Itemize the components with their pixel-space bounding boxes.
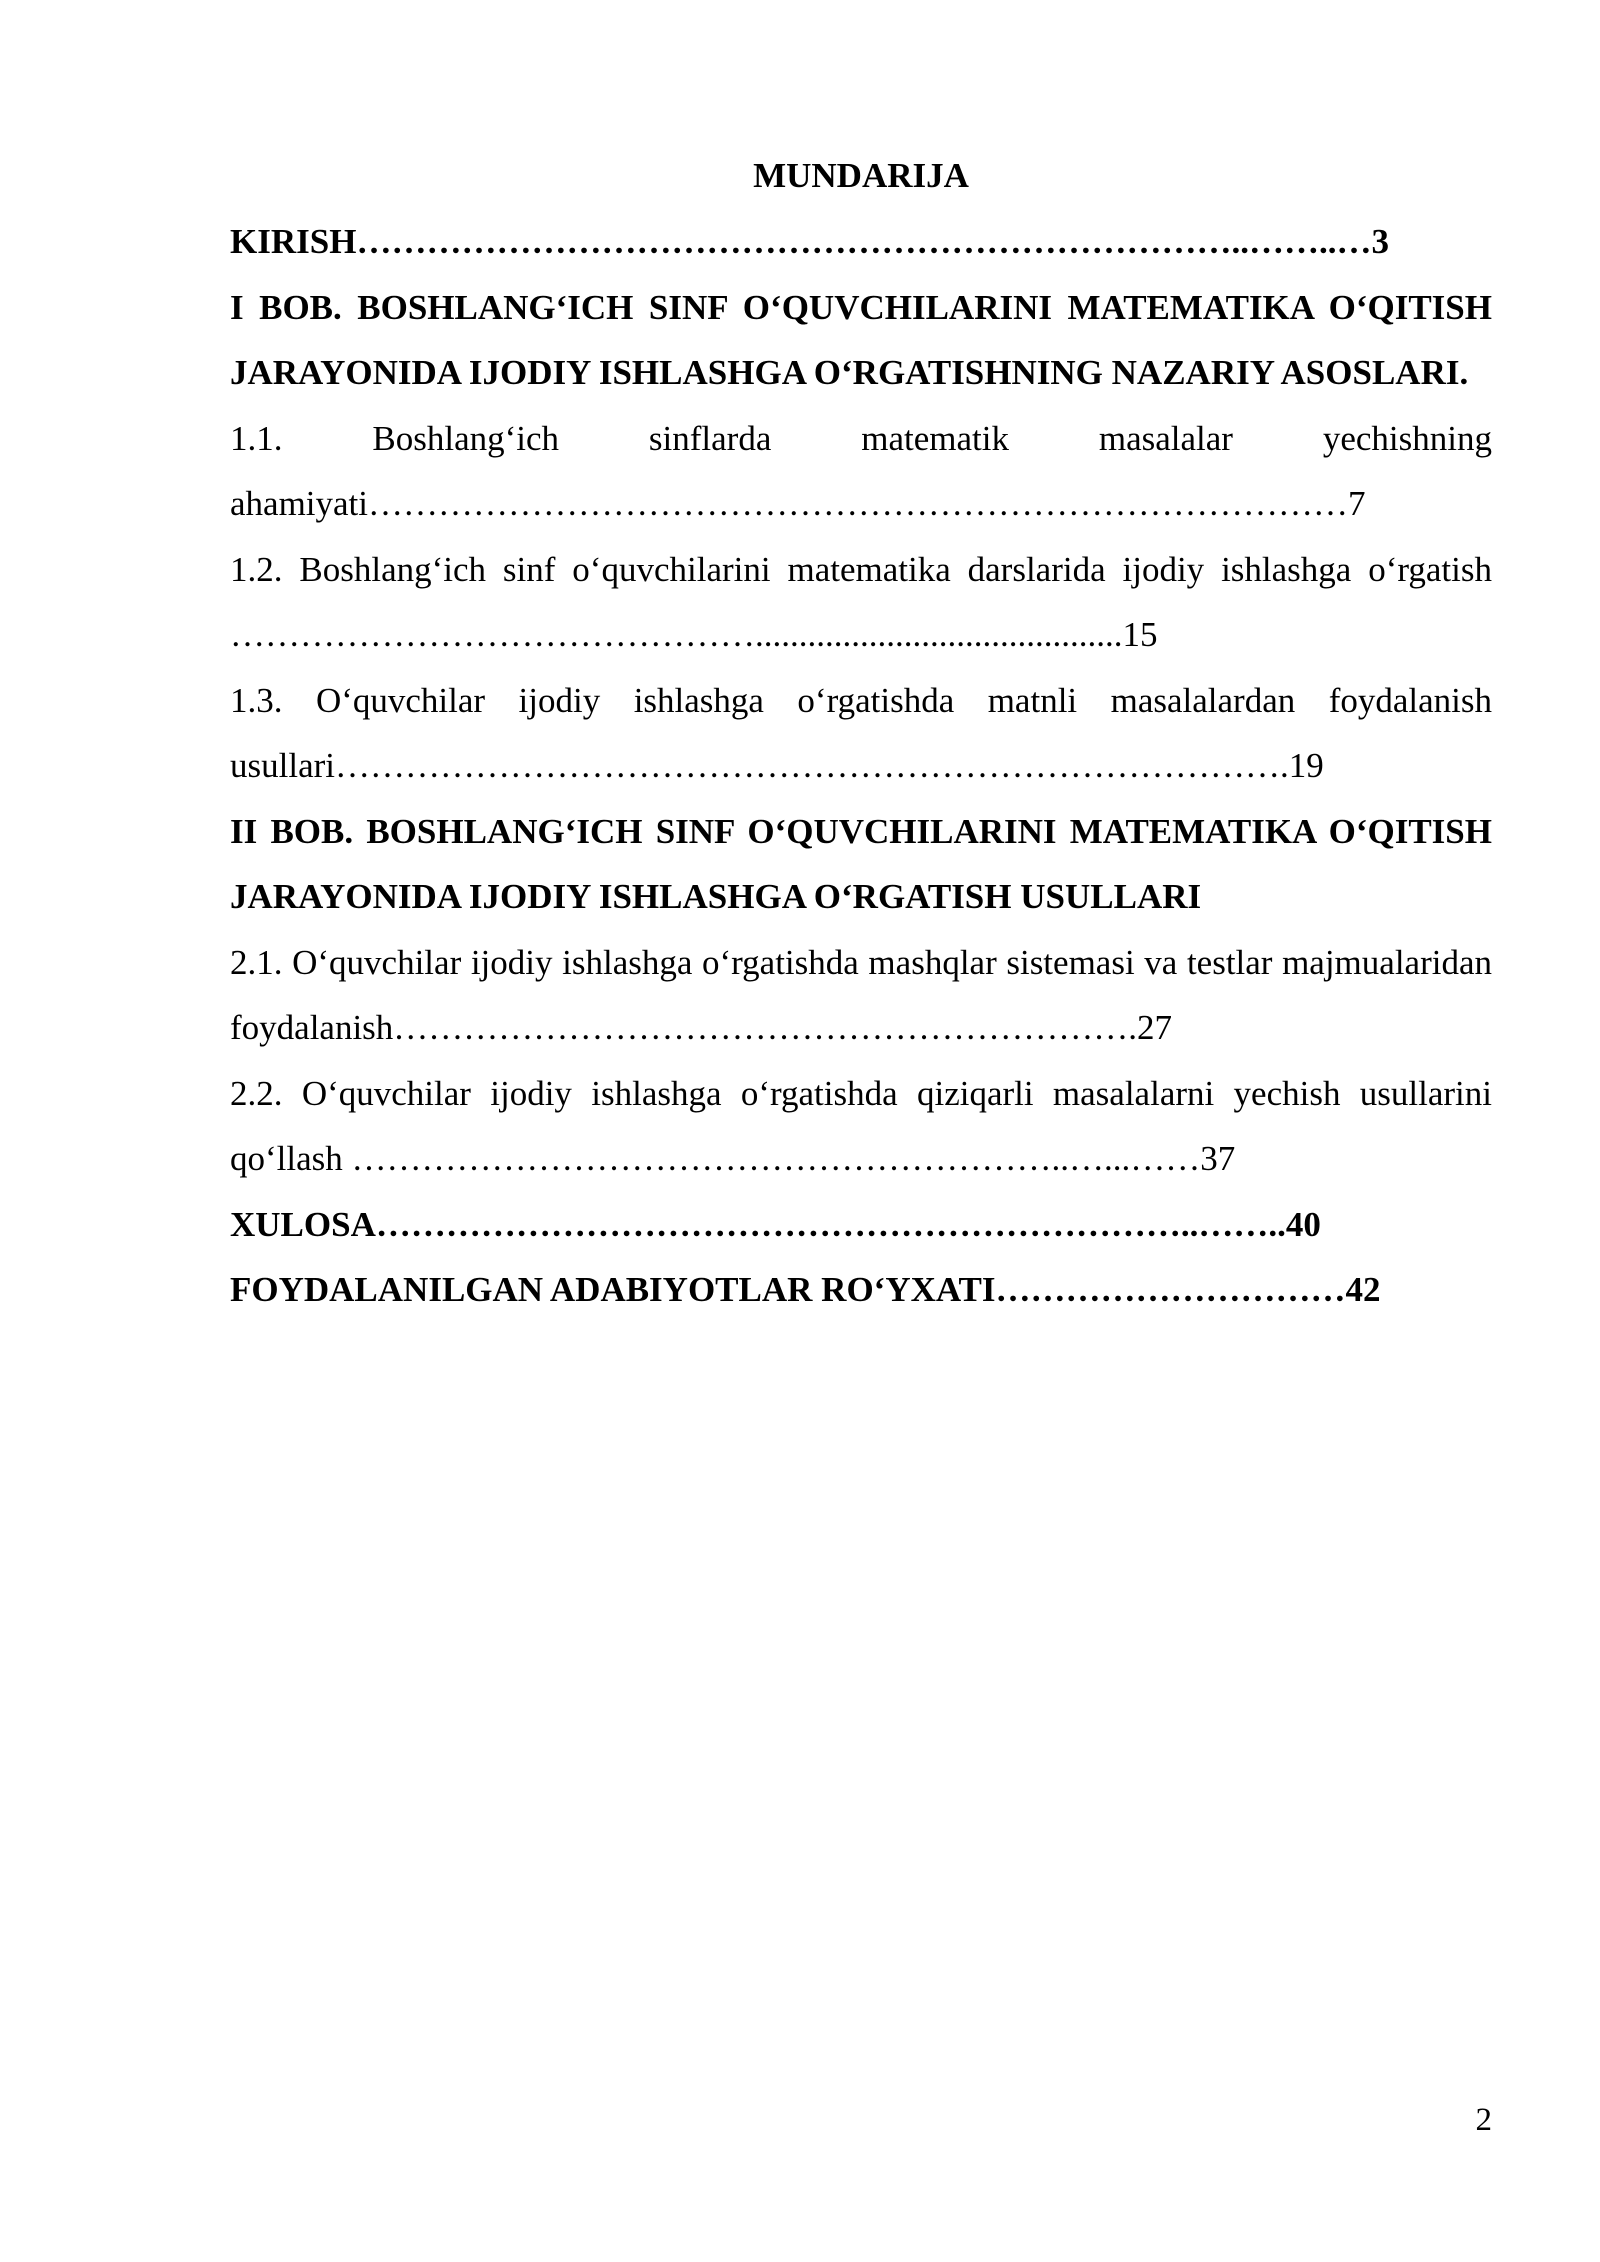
toc-leader-dots: ……………………………………………………..…...…… (342, 1139, 1201, 1178)
toc-entry-text: I BOB. BOSHLANG‘ICH SINF O‘QUVCHILARINI MATEMATIKA O‘QITISH JARAYONIDA IJODIY ISHLASHGA O‘RGATISHNING NAZARIY ASOSLARI. (230, 287, 1492, 392)
toc-entry-chapter-2 (230, 799, 1492, 930)
toc-entry-text: II BOB. BOSHLANG‘ICH SINF O‘QUVCHILARINI MATEMATIKA O‘QITISH JARAYONIDA IJODIY ISHLASHGA O‘RGATISH USULLARI (230, 811, 1492, 916)
toc-entry-text: ahamiyati (230, 484, 369, 523)
toc-leader-dots: ………………………… (995, 1270, 1346, 1309)
toc-leader-dots: ………………………………………………………………………. (334, 746, 1289, 785)
toc-page-number: 27 (1137, 1008, 1173, 1047)
toc-page-number: 40 (1285, 1204, 1321, 1244)
toc-entry-text: 2.1. O‘quvchilar ijodiy ishlashga o‘rgatishda mashqlar sistemasi va testlar majmualaridan foydalanish (230, 942, 1492, 1047)
toc-entry-1-3 (230, 668, 1492, 799)
toc-page-number: 3 (1371, 222, 1389, 261)
page-title: MUNDARIJA (753, 156, 969, 195)
toc-entry-text: 1.1. Boshlang‘ich sinflarda matematik masalalar yechishning (230, 418, 1492, 458)
toc-entry-text: KIRISH (230, 222, 357, 261)
toc-entry-adabiyotlar (230, 1257, 1492, 1323)
toc-page-number: 15 (1122, 615, 1158, 654)
toc-entry-text: 2.2. O‘quvchilar ijodiy ishlashga o‘rgatishda qiziqarli masalalarni yechish usullarini qo‘llash (230, 1073, 1492, 1178)
toc-page-number: 42 (1345, 1270, 1381, 1309)
toc-page-number: 19 (1288, 746, 1324, 785)
toc-entry-text: XULOSA (230, 1204, 376, 1244)
toc-leader-dots: ………………………………………………………………………… (368, 484, 1349, 523)
toc-entry-text: 1.3. O‘quvchilar ijodiy ishlashga o‘rgatishda matnli masalalardan foydalanish usullari (230, 680, 1492, 785)
toc-leader-dots: ……………………………………………………………..…….. (375, 1204, 1286, 1244)
toc-leader-dots: …………………………………………………………………..……..… (356, 222, 1372, 261)
toc-entry-1-1 (230, 406, 1492, 472)
toc-entry-2-1 (230, 930, 1492, 1061)
toc-leader-dots: ……………………………………….......................................... (230, 615, 1123, 654)
page-number: 2 (1475, 2102, 1492, 2138)
toc-entry-1-2 (230, 537, 1492, 668)
toc-entry-1-1-continuation (230, 471, 1492, 537)
toc-entry-text: 1.2. Boshlang‘ich sinf o‘quvchilarini matematika darslarida ijodiy ishlashga o‘rgatish (230, 549, 1492, 589)
toc-entry-xulosa (230, 1192, 1492, 1258)
toc-leader-dots: ………………………………………………………. (393, 1008, 1138, 1047)
toc-page-number: 7 (1348, 484, 1366, 523)
toc-page-number: 37 (1200, 1139, 1236, 1178)
toc-entry-chapter-1 (230, 275, 1492, 406)
toc-entry-2-2 (230, 1061, 1492, 1192)
table-of-contents (230, 209, 1492, 1323)
toc-entry-kirish (230, 209, 1492, 275)
toc-entry-text: FOYDALANILGAN ADABIYOTLAR RO‘YXATI (230, 1270, 996, 1309)
